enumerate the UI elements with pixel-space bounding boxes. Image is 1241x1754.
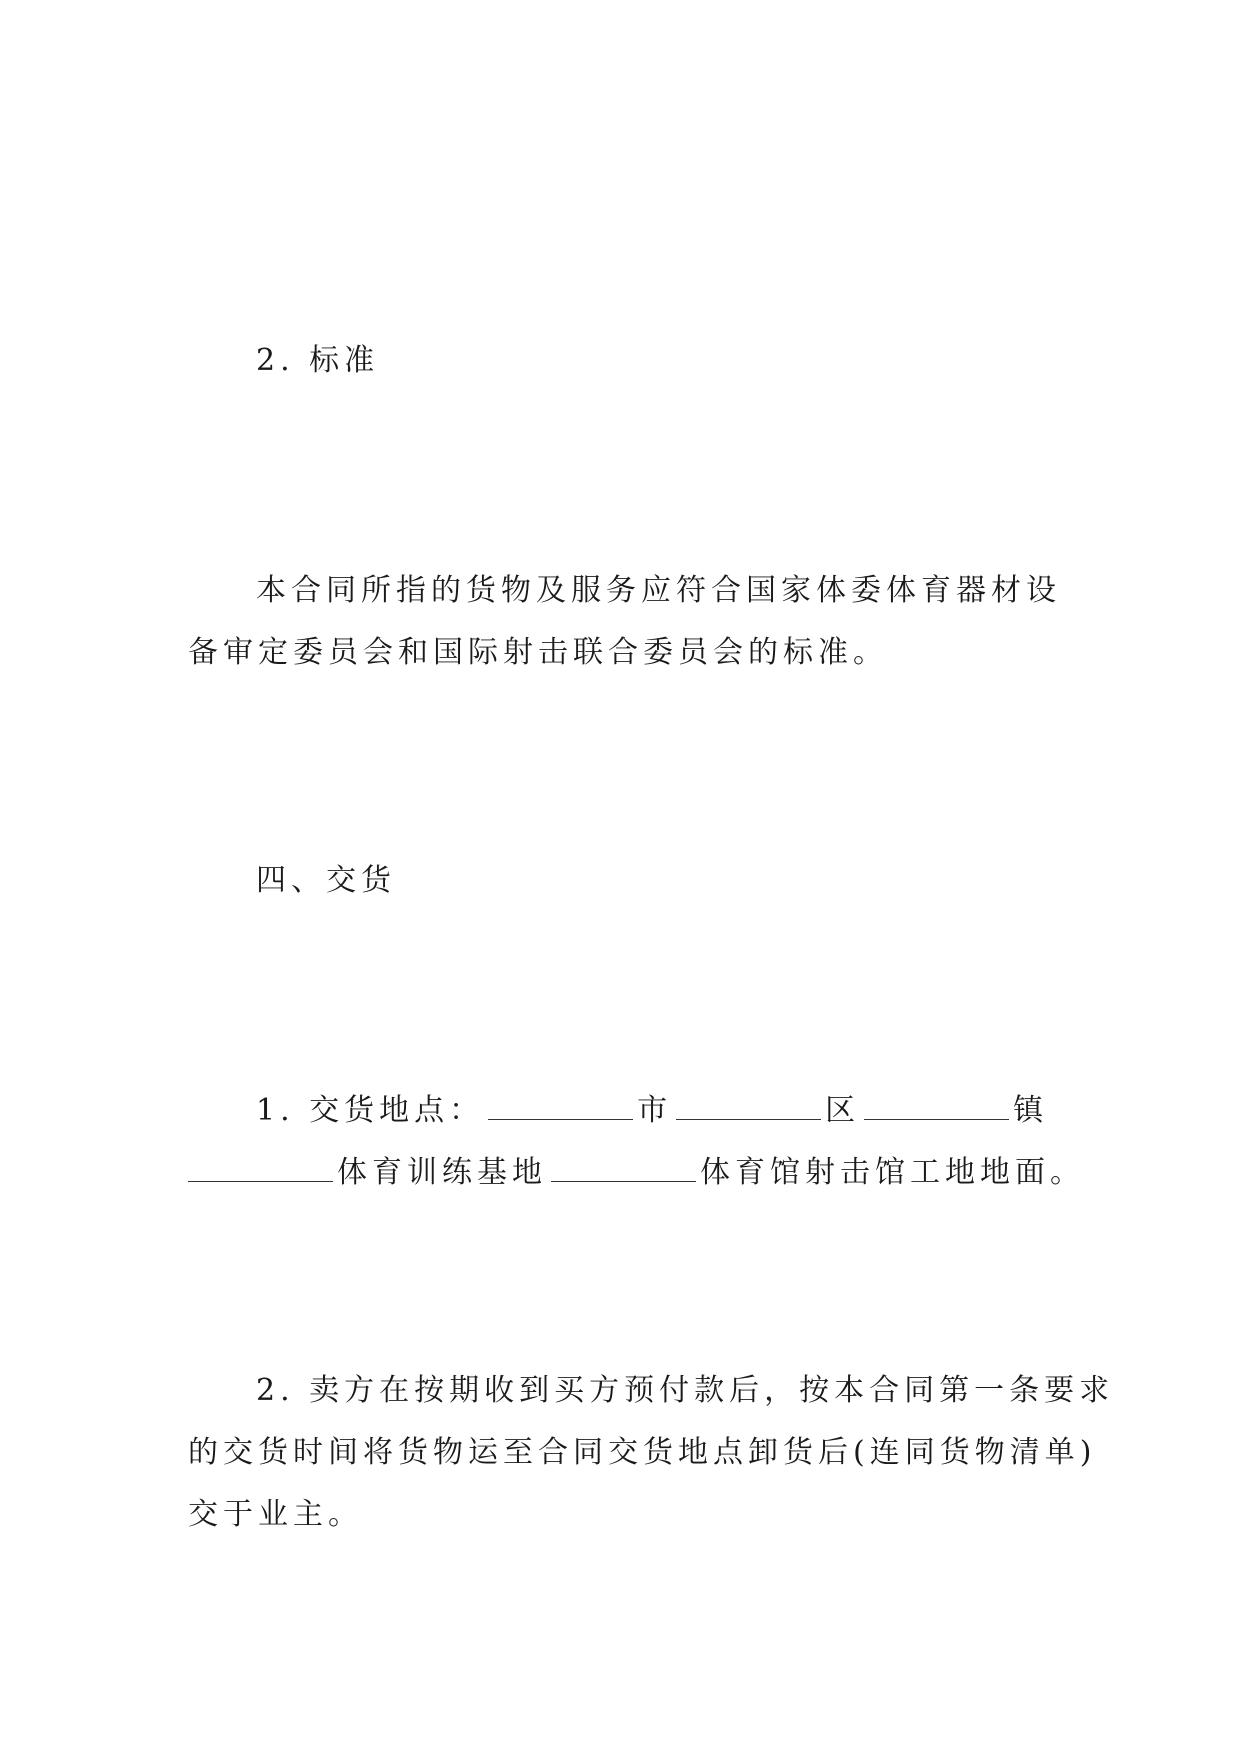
town-suffix: 镇 [1013,1093,1049,1128]
paragraph-line [188,1080,1058,1142]
heading-text: 四、交货 [256,863,396,898]
paragraph-standard [188,560,1061,684]
city-suffix: 市 [637,1093,673,1128]
paragraph-line: 的交货时间将货物运至合同交货地点卸货后(连同货物清单) [188,1435,1097,1470]
heading-text: 2. 标准 [256,343,380,378]
section-heading-delivery [188,850,1058,912]
base-suffix: 体育训练基地 [337,1155,547,1190]
paragraph-line: 本合同所指的货物及服务应符合国家体委体育器材设 [256,573,1061,608]
blank-city[interactable] [488,1095,633,1120]
blank-base[interactable] [188,1157,333,1182]
paragraph-line: 交于业主。 [188,1497,363,1532]
paragraph-line [188,1142,1085,1204]
delivery-place-label: 1. 交货地点： [256,1093,485,1128]
blank-town[interactable] [864,1095,1009,1120]
blank-district[interactable] [676,1095,821,1120]
paragraph-line: 2. 卖方在按期收到买方预付款后，按本合同第一条要求 [256,1373,1115,1408]
venue-suffix: 体育馆射击馆工地地面。 [700,1155,1085,1190]
blank-venue[interactable] [551,1157,696,1182]
paragraph-delivery-place [188,1080,1085,1204]
district-suffix: 区 [825,1093,861,1128]
paragraph-line: 备审定委员会和国际射击联合委员会的标准。 [188,635,888,670]
section-heading-standard [188,330,1058,392]
paragraph-delivery-process [188,1360,1115,1546]
